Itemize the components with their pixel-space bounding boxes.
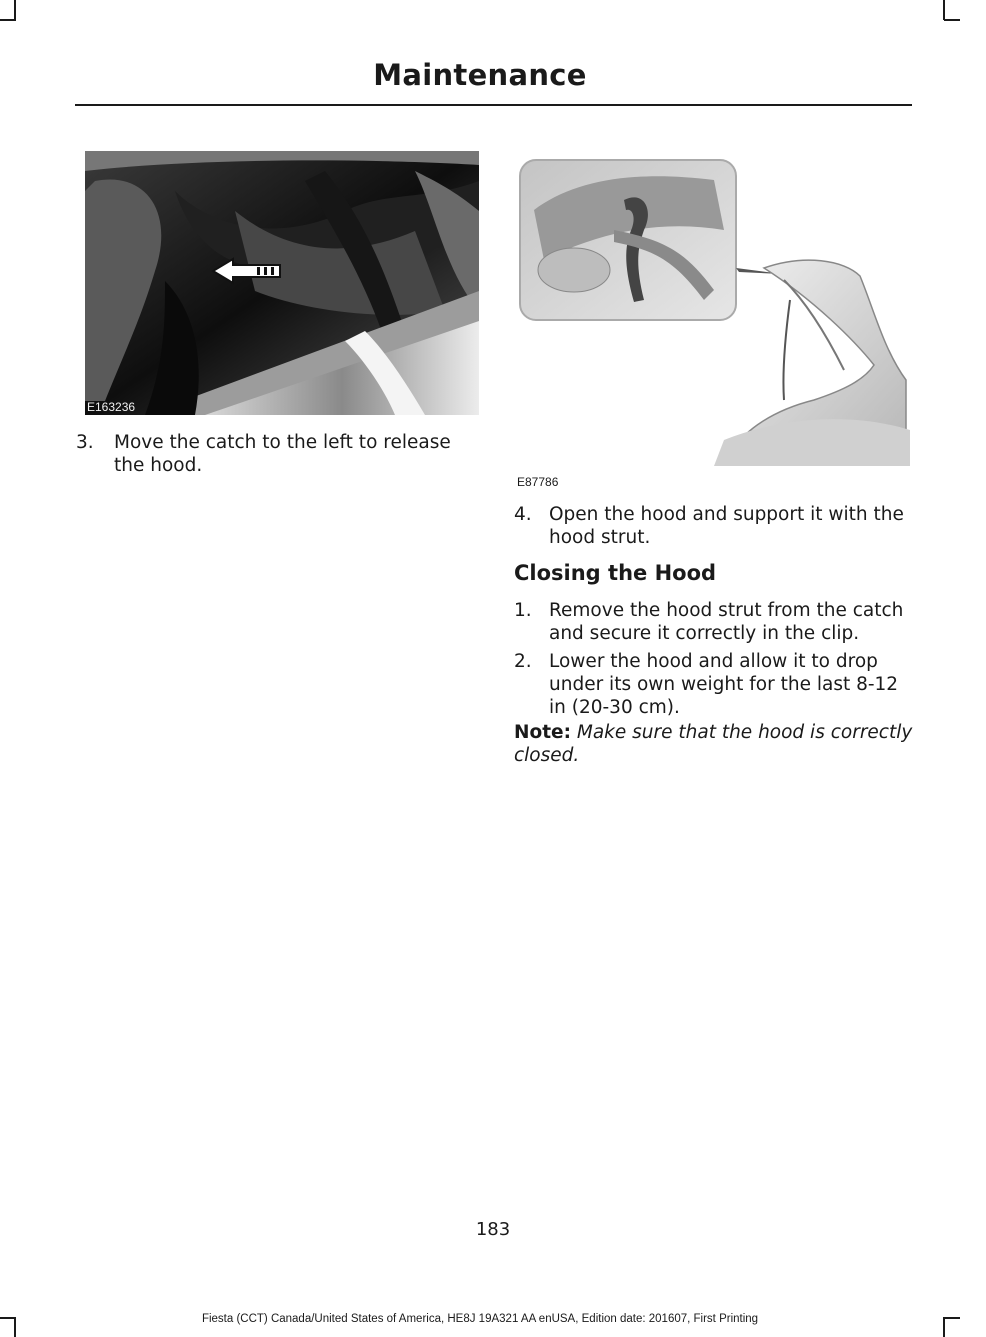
crop-mark (0, 19, 16, 21)
section-heading: Closing the Hood (514, 561, 717, 585)
crop-mark (944, 19, 960, 21)
note (514, 721, 914, 767)
step-number: 4. (514, 504, 532, 525)
step-text-line: the hood. (114, 455, 203, 476)
page-number: 183 (475, 1219, 511, 1240)
note-text-line: Make sure that the hood is correctly (576, 722, 913, 743)
step-text-line: and secure it correctly in the clip. (549, 623, 860, 644)
step-text-line: Remove the hood strut from the catch (549, 600, 904, 621)
crop-mark (14, 0, 16, 20)
title-rule (75, 104, 912, 106)
step-text-line: hood strut. (549, 527, 651, 548)
hood-strut-illustration (514, 150, 910, 489)
step-text-line: in (20-30 cm). (549, 697, 680, 718)
note-text-line: closed. (514, 745, 580, 766)
step-text-line: Move the catch to the left to release (114, 432, 451, 453)
step-text-line: Lower the hood and allow it to drop (549, 651, 878, 672)
step-number: 3. (76, 432, 94, 453)
hood-catch-illustration (85, 151, 479, 415)
figure-code: E87786 (517, 475, 559, 489)
figure-code: E163236 (87, 400, 136, 414)
crop-mark (943, 0, 945, 20)
step-number: 2. (514, 651, 532, 672)
step-text-line: Open the hood and support it with the (549, 504, 904, 525)
footer: Fiesta (CCT) Canada/United States of America, HE8J 19A321 AA enUSA, Edition date: 201607, First Printing (201, 1313, 759, 1325)
page-title: Maintenance (373, 58, 587, 92)
step-number: 1. (514, 600, 532, 621)
step-text-line: under its own weight for the last 8-12 (549, 674, 899, 695)
note-label: Note: (514, 722, 571, 743)
hood-strut-drawing (514, 150, 910, 466)
hood-catch-photo (85, 151, 479, 415)
